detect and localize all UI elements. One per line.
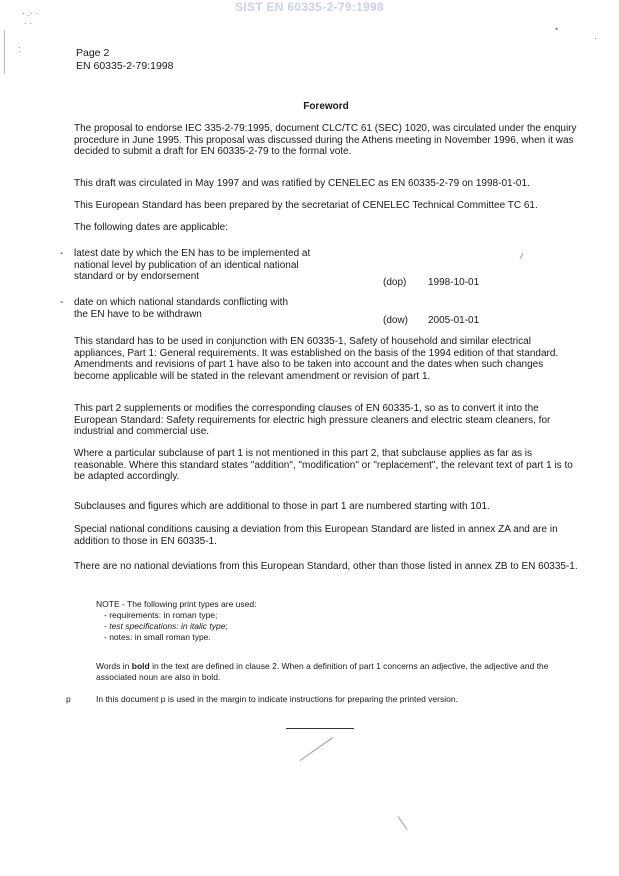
note-item-small: - notes: in small roman type.	[104, 632, 211, 642]
scan-speck: · .· ·	[22, 8, 39, 18]
print-types-note	[96, 599, 576, 643]
scan-stroke	[300, 737, 333, 761]
note-item-italic-text: test specifications: in italic type	[109, 621, 226, 631]
page-header	[76, 47, 174, 73]
document-id: EN 60335-2-79:1998	[76, 60, 174, 72]
note-item-suffix: ;	[225, 621, 228, 631]
note-item-italic	[104, 621, 576, 632]
scan-stroke	[520, 253, 524, 259]
dates-value: 2005-01-01	[428, 315, 480, 326]
paragraph-numbering: Subclauses and figures which are additional to those in part 1 are numbered starting with 101.	[74, 501, 490, 512]
scan-speck: •	[555, 24, 559, 34]
page-title: Foreword	[303, 101, 349, 112]
scan-speck: :	[18, 44, 21, 54]
dates-abbreviation: (dop)	[383, 277, 407, 288]
page-number: Page 2	[76, 47, 110, 59]
margin-p-marker: p	[66, 694, 71, 704]
watermark: SIST EN 60335-2-79:1998	[235, 0, 384, 14]
note-heading: NOTE - The following print types are used:	[96, 599, 257, 609]
paragraph-dates-intro: The following dates are applicable:	[74, 222, 228, 233]
margin-line	[4, 30, 5, 74]
paragraph-proposal: The proposal to endorse IEC 335-2-79:1995, document CLC/TC 61 (SEC) 1020, was circulated under the enquiry procedure in June 1995. This proposal was discussed during the Athens meeting in November 1996, when it was decided to submit a draft for EN 60335-2-79 to the formal vote.	[74, 123, 577, 157]
bold-note-post: in the text are defined in clause 2. When a definition of part 1 concerns an adjective, the adjective and the associated noun are also in bold.	[96, 661, 549, 682]
paragraph-conjunction: This standard has to be used in conjunction with EN 60335-1, Safety of household and similar electrical appliances, Part 1: General requirements. It was established on the basis of the 1994 edition of that standard. Amendments and revisions of part 1 have also to be taken into account and the dates when such changes become applicable will be stated in the relevant amendment or revision of part 1.	[74, 336, 559, 382]
bold-definition-note	[96, 661, 576, 683]
list-dash: -	[60, 248, 64, 259]
paragraph-draft: This draft was circulated in May 1997 and was ratified by CENELEC as EN 60335-2-79 on 1998-01-01.	[74, 178, 530, 189]
end-rule	[286, 728, 354, 729]
paragraph-subclause: Where a particular subclause of part 1 is not mentioned in this part 2, that subclause applies as far as is reasonable. Where this standard states "addition", "modification" or "replacement", the relevant text of part 1 is to be adapted accordingly.	[74, 448, 573, 482]
dates-description: date on which national standards conflicting with the EN have to be withdrawn	[74, 297, 289, 320]
paragraph-supplements: This part 2 supplements or modifies the corresponding clauses of EN 60335-1, so as to convert it into the European Standard: Safety requirements for electric high pressure cleaners and electric steam cleaners, for industrial and commercial use.	[74, 403, 551, 437]
dates-description: latest date by which the EN has to be implemented at national level by publication of an identical national standard or by endorsement	[74, 248, 311, 282]
dates-value: 1998-10-01	[428, 277, 480, 288]
scan-speck: ·	[594, 33, 597, 43]
paragraph-deviations: There are no national deviations from this European Standard, other than those listed in annex ZB to EN 60335-1.	[74, 561, 578, 572]
note-item-roman: - requirements: in roman type;	[104, 610, 218, 620]
note-item-prefix: -	[104, 621, 110, 631]
bold-note-pre: Words in	[96, 661, 132, 671]
paragraph-special-conditions: Special national conditions causing a deviation from this European Standard are listed in annex ZA and are in addition to those in EN 60335-1.	[74, 524, 558, 547]
scan-speck: · ·	[24, 18, 33, 28]
dates-abbreviation: (dow)	[383, 315, 409, 326]
paragraph-secretariat: This European Standard has been prepared by the secretariat of CENELEC Technical Committee TC 61.	[74, 200, 538, 211]
bold-note-emphasis: bold	[131, 661, 150, 671]
scan-stroke	[398, 816, 408, 830]
print-marker-note: In this document p is used in the margin to indicate instructions for preparing the printed version.	[96, 694, 458, 704]
list-dash: -	[60, 297, 64, 308]
